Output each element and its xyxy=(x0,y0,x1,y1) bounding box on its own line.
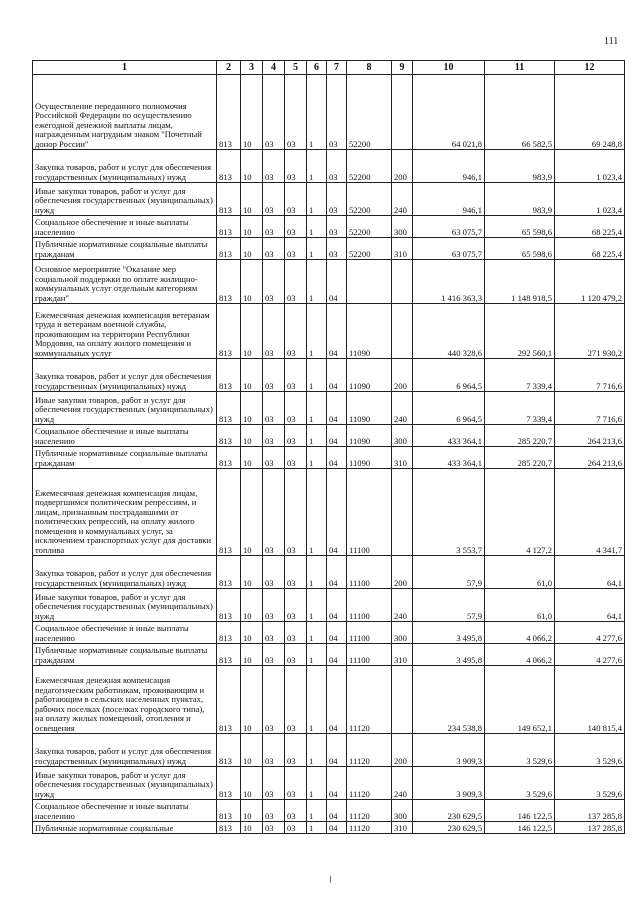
table-row xyxy=(33,822,625,834)
row-value-cell: 200 xyxy=(392,734,413,767)
row-value-cell: 1 xyxy=(307,800,327,822)
row-value-cell: 11120 xyxy=(347,767,392,800)
row-value-cell xyxy=(392,469,413,556)
row-value-cell: 300 xyxy=(392,800,413,822)
row-value-cell: 10 xyxy=(241,556,263,589)
row-value-cell: 230 629,5 xyxy=(413,800,485,822)
row-value-cell: 813 xyxy=(217,392,241,425)
row-value-cell: 264 213,6 xyxy=(555,447,625,469)
table-row xyxy=(33,183,625,216)
row-name-cell: Иные закупки товаров, работ и услуг для обеспечения государственных (муниципальных) нужд xyxy=(33,392,217,425)
row-value-cell: 3 495,8 xyxy=(413,622,485,644)
scan-mark xyxy=(330,876,331,883)
row-value-cell: 03 xyxy=(263,734,285,767)
row-value-cell: 03 xyxy=(327,183,347,216)
row-value-cell: 1 xyxy=(307,150,327,183)
row-value-cell: 1 xyxy=(307,183,327,216)
row-value-cell: 813 xyxy=(217,644,241,666)
row-value-cell: 946,1 xyxy=(413,150,485,183)
row-value-cell: 11100 xyxy=(347,469,392,556)
row-value-cell: 813 xyxy=(217,260,241,304)
row-name-cell: Публичные нормативные социальные xyxy=(33,822,217,834)
row-value-cell: 03 xyxy=(327,150,347,183)
table-row xyxy=(33,392,625,425)
row-value-cell: 03 xyxy=(327,75,347,150)
row-value-cell: 4 066,2 xyxy=(485,622,555,644)
row-value-cell: 433 364,1 xyxy=(413,425,485,447)
header-cell: 3 xyxy=(241,61,263,75)
row-value-cell: 11100 xyxy=(347,644,392,666)
header-cell: 2 xyxy=(217,61,241,75)
row-value-cell: 03 xyxy=(285,767,307,800)
row-value-cell: 946,1 xyxy=(413,183,485,216)
row-value-cell: 234 538,8 xyxy=(413,666,485,734)
row-value-cell: 1 xyxy=(307,622,327,644)
row-value-cell: 03 xyxy=(263,644,285,666)
row-value-cell: 04 xyxy=(327,469,347,556)
row-value-cell: 03 xyxy=(263,589,285,622)
row-value-cell: 03 xyxy=(263,469,285,556)
row-value-cell: 65 598,6 xyxy=(485,238,555,260)
row-value-cell xyxy=(392,304,413,359)
row-value-cell: 813 xyxy=(217,150,241,183)
row-value-cell: 240 xyxy=(392,183,413,216)
row-value-cell: 11090 xyxy=(347,359,392,392)
row-value-cell: 10 xyxy=(241,392,263,425)
row-value-cell: 271 930,2 xyxy=(555,304,625,359)
row-value-cell: 04 xyxy=(327,644,347,666)
table-row xyxy=(33,556,625,589)
row-value-cell: 61,0 xyxy=(485,589,555,622)
row-value-cell: 1 xyxy=(307,447,327,469)
row-value-cell: 813 xyxy=(217,469,241,556)
row-value-cell: 10 xyxy=(241,260,263,304)
row-value-cell: 4 127,2 xyxy=(485,469,555,556)
row-value-cell: 10 xyxy=(241,469,263,556)
row-value-cell: 200 xyxy=(392,359,413,392)
row-value-cell: 64,1 xyxy=(555,556,625,589)
table-body xyxy=(33,75,625,834)
row-value-cell: 52200 xyxy=(347,150,392,183)
row-value-cell: 03 xyxy=(263,800,285,822)
row-value-cell xyxy=(392,75,413,150)
table-row xyxy=(33,767,625,800)
row-value-cell: 03 xyxy=(263,359,285,392)
row-value-cell: 04 xyxy=(327,622,347,644)
row-value-cell: 10 xyxy=(241,666,263,734)
row-value-cell: 03 xyxy=(285,469,307,556)
row-value-cell: 1 xyxy=(307,767,327,800)
row-value-cell: 03 xyxy=(263,425,285,447)
row-value-cell: 200 xyxy=(392,556,413,589)
header-row xyxy=(33,61,625,75)
row-value-cell: 1 xyxy=(307,359,327,392)
row-value-cell: 1 148 918,5 xyxy=(485,260,555,304)
row-value-cell: 10 xyxy=(241,767,263,800)
header-cell: 9 xyxy=(392,61,413,75)
row-value-cell: 11090 xyxy=(347,425,392,447)
row-value-cell: 03 xyxy=(263,556,285,589)
row-value-cell: 04 xyxy=(327,767,347,800)
row-value-cell: 03 xyxy=(285,589,307,622)
page-number: 111 xyxy=(604,36,619,47)
row-value-cell: 10 xyxy=(241,734,263,767)
row-value-cell: 813 xyxy=(217,75,241,150)
row-value-cell: 1 xyxy=(307,734,327,767)
row-name-cell: Социальное обеспечение и иные выплаты населению xyxy=(33,425,217,447)
row-name-cell: Осуществление переданного полномочия Российской Федерации по осуществлению ежегодной денежной выплаты лицам, награжденным нагрудным знаком "Почетный донор России" xyxy=(33,75,217,150)
row-value-cell: 813 xyxy=(217,447,241,469)
row-value-cell: 3 529,6 xyxy=(555,767,625,800)
table-row xyxy=(33,800,625,822)
row-value-cell: 03 xyxy=(263,150,285,183)
row-value-cell: 285 220,7 xyxy=(485,447,555,469)
row-value-cell: 03 xyxy=(263,447,285,469)
row-value-cell: 03 xyxy=(285,359,307,392)
table-row xyxy=(33,589,625,622)
row-value-cell: 10 xyxy=(241,150,263,183)
row-value-cell xyxy=(392,260,413,304)
row-value-cell: 03 xyxy=(285,644,307,666)
row-value-cell: 65 598,6 xyxy=(485,216,555,238)
row-value-cell: 1 xyxy=(307,392,327,425)
row-value-cell: 1 xyxy=(307,425,327,447)
row-value-cell: 64,1 xyxy=(555,589,625,622)
row-name-cell: Социальное обеспечение и иные выплаты населению xyxy=(33,622,217,644)
row-value-cell: 4 066,2 xyxy=(485,644,555,666)
row-value-cell: 1 120 479,2 xyxy=(555,260,625,304)
row-value-cell: 68 225,4 xyxy=(555,238,625,260)
header-cell: 8 xyxy=(347,61,392,75)
row-value-cell: 7 716,6 xyxy=(555,392,625,425)
row-value-cell: 11100 xyxy=(347,622,392,644)
row-value-cell: 1 416 363,3 xyxy=(413,260,485,304)
table-row xyxy=(33,622,625,644)
table-row xyxy=(33,304,625,359)
row-value-cell: 813 xyxy=(217,556,241,589)
row-value-cell: 03 xyxy=(263,183,285,216)
table-row xyxy=(33,447,625,469)
row-value-cell: 04 xyxy=(327,556,347,589)
row-value-cell: 04 xyxy=(327,304,347,359)
row-value-cell: 52200 xyxy=(347,75,392,150)
row-value-cell: 03 xyxy=(285,447,307,469)
row-value-cell: 03 xyxy=(285,150,307,183)
row-value-cell: 813 xyxy=(217,589,241,622)
row-name-cell: Иные закупки товаров, работ и услуг для обеспечения государственных (муниципальных) нужд xyxy=(33,589,217,622)
row-value-cell: 813 xyxy=(217,767,241,800)
row-value-cell: 10 xyxy=(241,822,263,834)
row-value-cell: 11120 xyxy=(347,822,392,834)
row-value-cell: 1 xyxy=(307,216,327,238)
row-value-cell: 68 225,4 xyxy=(555,216,625,238)
row-value-cell: 3 909,3 xyxy=(413,767,485,800)
row-value-cell: 63 075,7 xyxy=(413,216,485,238)
row-value-cell: 292 560,1 xyxy=(485,304,555,359)
row-value-cell xyxy=(347,260,392,304)
row-name-cell: Социальное обеспечение и иные выплаты населению xyxy=(33,216,217,238)
row-value-cell: 310 xyxy=(392,644,413,666)
row-value-cell: 3 553,7 xyxy=(413,469,485,556)
table-row xyxy=(33,75,625,150)
row-value-cell: 03 xyxy=(263,392,285,425)
row-value-cell: 10 xyxy=(241,304,263,359)
row-name-cell: Закупка товаров, работ и услуг для обеспечения государственных (муниципальных) нужд xyxy=(33,150,217,183)
row-value-cell: 10 xyxy=(241,75,263,150)
row-value-cell: 57,9 xyxy=(413,589,485,622)
row-value-cell: 813 xyxy=(217,622,241,644)
row-value-cell: 240 xyxy=(392,767,413,800)
row-value-cell: 11090 xyxy=(347,304,392,359)
row-value-cell: 10 xyxy=(241,800,263,822)
row-value-cell: 03 xyxy=(263,666,285,734)
row-value-cell: 3 909,3 xyxy=(413,734,485,767)
row-value-cell: 03 xyxy=(263,767,285,800)
header-cell: 7 xyxy=(327,61,347,75)
row-value-cell: 52200 xyxy=(347,216,392,238)
row-value-cell: 1 xyxy=(307,589,327,622)
row-value-cell: 813 xyxy=(217,304,241,359)
row-value-cell: 11120 xyxy=(347,666,392,734)
header-cell: 12 xyxy=(555,61,625,75)
row-value-cell: 1 xyxy=(307,260,327,304)
row-value-cell: 03 xyxy=(285,392,307,425)
row-value-cell: 140 815,4 xyxy=(555,666,625,734)
row-name-cell: Публичные нормативные социальные выплаты гражданам xyxy=(33,447,217,469)
row-value-cell: 03 xyxy=(285,183,307,216)
row-value-cell: 1 xyxy=(307,304,327,359)
row-value-cell: 983,9 xyxy=(485,150,555,183)
table-row xyxy=(33,469,625,556)
row-value-cell: 146 122,5 xyxy=(485,800,555,822)
row-value-cell: 1 xyxy=(307,238,327,260)
row-value-cell: 230 629,5 xyxy=(413,822,485,834)
row-name-cell: Основное мероприятие "Оказание мер социальной поддержки по оплате жилищно-коммунальных услуг отдельным категориям граждан" xyxy=(33,260,217,304)
row-value-cell: 63 075,7 xyxy=(413,238,485,260)
row-value-cell: 146 122,5 xyxy=(485,822,555,834)
row-value-cell: 03 xyxy=(327,238,347,260)
row-value-cell: 6 964,5 xyxy=(413,359,485,392)
row-name-cell: Иные закупки товаров, работ и услуг для обеспечения государственных (муниципальных) нужд xyxy=(33,767,217,800)
row-value-cell: 1 xyxy=(307,556,327,589)
row-value-cell: 11120 xyxy=(347,800,392,822)
row-value-cell: 10 xyxy=(241,359,263,392)
row-value-cell: 03 xyxy=(285,260,307,304)
row-value-cell: 310 xyxy=(392,447,413,469)
row-value-cell: 983,9 xyxy=(485,183,555,216)
row-value-cell: 03 xyxy=(285,622,307,644)
row-value-cell: 264 213,6 xyxy=(555,425,625,447)
row-value-cell: 433 364,1 xyxy=(413,447,485,469)
row-value-cell: 69 248,8 xyxy=(555,75,625,150)
row-value-cell: 3 529,6 xyxy=(485,734,555,767)
row-value-cell: 300 xyxy=(392,622,413,644)
row-value-cell: 137 285,8 xyxy=(555,800,625,822)
table-row xyxy=(33,260,625,304)
row-value-cell: 03 xyxy=(285,238,307,260)
row-value-cell: 440 328,6 xyxy=(413,304,485,359)
row-value-cell: 240 xyxy=(392,392,413,425)
row-name-cell: Публичные нормативные социальные выплаты гражданам xyxy=(33,644,217,666)
row-value-cell: 03 xyxy=(263,238,285,260)
row-value-cell: 11100 xyxy=(347,556,392,589)
header-cell: 4 xyxy=(263,61,285,75)
row-value-cell: 61,0 xyxy=(485,556,555,589)
row-value-cell: 03 xyxy=(285,216,307,238)
row-value-cell: 4 277,6 xyxy=(555,644,625,666)
header-cell: 6 xyxy=(307,61,327,75)
row-value-cell: 57,9 xyxy=(413,556,485,589)
row-value-cell: 04 xyxy=(327,589,347,622)
row-value-cell: 04 xyxy=(327,447,347,469)
row-value-cell: 03 xyxy=(327,216,347,238)
row-value-cell: 10 xyxy=(241,644,263,666)
table-row xyxy=(33,238,625,260)
row-name-cell: Закупка товаров, работ и услуг для обеспечения государственных (муниципальных) нужд xyxy=(33,556,217,589)
row-value-cell: 03 xyxy=(285,304,307,359)
row-value-cell: 03 xyxy=(285,734,307,767)
row-value-cell: 04 xyxy=(327,425,347,447)
row-value-cell: 7 339,4 xyxy=(485,392,555,425)
row-value-cell: 3 529,6 xyxy=(555,734,625,767)
row-value-cell: 813 xyxy=(217,238,241,260)
row-value-cell: 03 xyxy=(263,260,285,304)
row-value-cell: 149 652,1 xyxy=(485,666,555,734)
row-value-cell: 813 xyxy=(217,183,241,216)
row-value-cell: 03 xyxy=(263,822,285,834)
row-value-cell: 7 716,6 xyxy=(555,359,625,392)
row-name-cell: Социальное обеспечение и иные выплаты населению xyxy=(33,800,217,822)
row-value-cell: 310 xyxy=(392,238,413,260)
header-cell: 10 xyxy=(413,61,485,75)
row-value-cell: 813 xyxy=(217,216,241,238)
row-value-cell xyxy=(392,666,413,734)
row-value-cell: 03 xyxy=(263,622,285,644)
row-value-cell: 52200 xyxy=(347,183,392,216)
row-name-cell: Ежемесячная денежная компенсация ветеранам труда и ветеранам военной службы, проживающим на территории Республики Мордовия, на оплату жилого помещения и коммунальных услуг xyxy=(33,304,217,359)
row-value-cell: 03 xyxy=(285,425,307,447)
table-row xyxy=(33,425,625,447)
row-value-cell: 03 xyxy=(263,304,285,359)
row-name-cell: Публичные нормативные социальные выплаты гражданам xyxy=(33,238,217,260)
row-value-cell: 10 xyxy=(241,216,263,238)
row-value-cell: 04 xyxy=(327,822,347,834)
row-value-cell: 813 xyxy=(217,800,241,822)
row-value-cell: 285 220,7 xyxy=(485,425,555,447)
row-value-cell: 03 xyxy=(285,666,307,734)
row-value-cell: 66 582,5 xyxy=(485,75,555,150)
row-value-cell: 03 xyxy=(285,556,307,589)
row-value-cell: 10 xyxy=(241,622,263,644)
row-name-cell: Закупка товаров, работ и услуг для обеспечения государственных (муниципальных) нужд xyxy=(33,734,217,767)
row-value-cell: 1 xyxy=(307,75,327,150)
row-value-cell: 1 xyxy=(307,469,327,556)
row-value-cell: 10 xyxy=(241,589,263,622)
row-value-cell: 11100 xyxy=(347,589,392,622)
row-value-cell: 04 xyxy=(327,666,347,734)
table-row xyxy=(33,644,625,666)
row-value-cell: 1 023,4 xyxy=(555,150,625,183)
row-value-cell: 10 xyxy=(241,425,263,447)
row-value-cell: 04 xyxy=(327,359,347,392)
row-value-cell: 10 xyxy=(241,238,263,260)
row-name-cell: Ежемесячная денежная компенсация педагогическим работникам, проживающим и работающим в сельских населенных пунктах, рабочих поселках (поселках городского типа), на оплату жилых помещений, отопления и освещения xyxy=(33,666,217,734)
row-value-cell: 11090 xyxy=(347,392,392,425)
row-value-cell: 4 277,6 xyxy=(555,622,625,644)
header-cell: 11 xyxy=(485,61,555,75)
row-value-cell: 04 xyxy=(327,392,347,425)
row-value-cell: 1 xyxy=(307,644,327,666)
row-value-cell: 11090 xyxy=(347,447,392,469)
row-value-cell: 10 xyxy=(241,183,263,216)
row-value-cell: 813 xyxy=(217,359,241,392)
row-value-cell: 10 xyxy=(241,447,263,469)
row-name-cell: Ежемесячная денежная компенсация лицам, подвергшимся политическим репрессиям, и лицам, признанным пострадавшими от политических репрессий, на оплату жилого помещения и коммунальных услуг, за исключением транспортных услуг для доставки топлива xyxy=(33,469,217,556)
row-value-cell: 04 xyxy=(327,260,347,304)
row-value-cell: 03 xyxy=(263,75,285,150)
table-row xyxy=(33,666,625,734)
row-value-cell: 04 xyxy=(327,734,347,767)
row-value-cell: 03 xyxy=(263,216,285,238)
row-value-cell: 310 xyxy=(392,822,413,834)
row-value-cell: 4 341,7 xyxy=(555,469,625,556)
table-row xyxy=(33,150,625,183)
row-value-cell: 1 xyxy=(307,666,327,734)
header-cell: 5 xyxy=(285,61,307,75)
row-value-cell: 03 xyxy=(285,822,307,834)
row-value-cell: 1 xyxy=(307,822,327,834)
table-row xyxy=(33,734,625,767)
row-value-cell: 6 964,5 xyxy=(413,392,485,425)
row-value-cell: 813 xyxy=(217,666,241,734)
header-cell: 1 xyxy=(33,61,217,75)
row-value-cell: 3 495,8 xyxy=(413,644,485,666)
row-value-cell: 813 xyxy=(217,822,241,834)
row-value-cell: 300 xyxy=(392,216,413,238)
row-value-cell: 137 285,8 xyxy=(555,822,625,834)
table-row xyxy=(33,359,625,392)
row-value-cell: 3 529,6 xyxy=(485,767,555,800)
row-name-cell: Иные закупки товаров, работ и услуг для обеспечения государственных (муниципальных) нужд xyxy=(33,183,217,216)
row-value-cell: 300 xyxy=(392,425,413,447)
row-value-cell: 03 xyxy=(285,75,307,150)
row-value-cell: 11120 xyxy=(347,734,392,767)
row-value-cell: 813 xyxy=(217,425,241,447)
row-value-cell: 7 339,4 xyxy=(485,359,555,392)
row-value-cell: 64 021,8 xyxy=(413,75,485,150)
row-value-cell: 813 xyxy=(217,734,241,767)
row-value-cell: 240 xyxy=(392,589,413,622)
row-value-cell: 04 xyxy=(327,800,347,822)
budget-table xyxy=(32,60,625,834)
row-value-cell: 52200 xyxy=(347,238,392,260)
table-row xyxy=(33,216,625,238)
row-value-cell: 200 xyxy=(392,150,413,183)
row-name-cell: Закупка товаров, работ и услуг для обеспечения государственных (муниципальных) нужд xyxy=(33,359,217,392)
row-value-cell: 1 023,4 xyxy=(555,183,625,216)
row-value-cell: 03 xyxy=(285,800,307,822)
